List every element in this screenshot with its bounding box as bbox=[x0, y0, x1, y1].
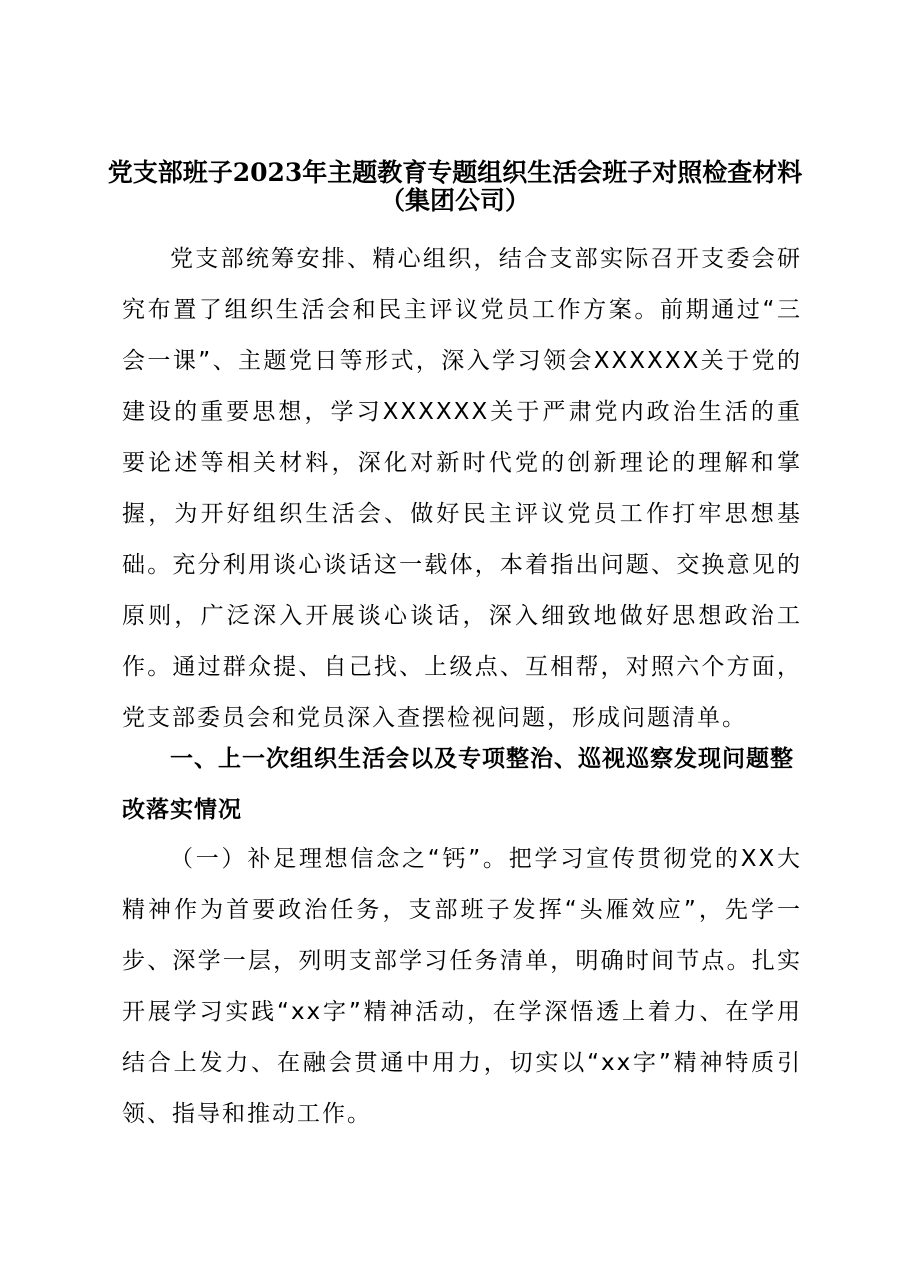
document-subtitle: （集团公司） bbox=[379, 186, 530, 215]
document-title: 党支部班子2023年主题教育专题组织生活会班子对照检查材料 bbox=[107, 158, 803, 187]
section-paragraph: （一）补足理想信念之“钙”。把学习宣传贯彻党的XX大精神作为首要政治任务，支部班子发挥“头雁效应”，先学一步、深学一层，列明支部学习任务清单，明确时间节点。扎实开展学习实践“xx字”精神活动，在学深悟透上着力、在学用结合上发力、在融会贯通中用力，切实以“xx字”精神特质引领、指导和推动工作。 bbox=[122, 846, 802, 1127]
intro-paragraph: 党支部统筹安排、精心组织，结合支部实际召开支委会研究布置了组织生活会和民主评议党员工作方案。前期通过“三会一课”、主题党日等形式，深入学习领会XXXXXX关于党的建设的重要思想，学习XXXXXX关于严肃党内政治生活的重要论述等相关材料，深化对新时代党的创新理论的理解和掌握，为开好组织生活会、做好民主评议党员工作打牢思想基础。充分利用谈心谈话这一载体，本着指出问题、交换意见的原则，广泛深入开展谈心谈话，深入细致地做好思想政治工作。通过群众提、自己找、上级点、互相帮，对照六个方面，党支部委员会和党员深入查摆检视问题，形成问题清单。 bbox=[122, 246, 802, 731]
section-heading: 一、上一次组织生活会以及专项整治、巡视巡察发现问题整改落实情况 bbox=[122, 746, 794, 823]
